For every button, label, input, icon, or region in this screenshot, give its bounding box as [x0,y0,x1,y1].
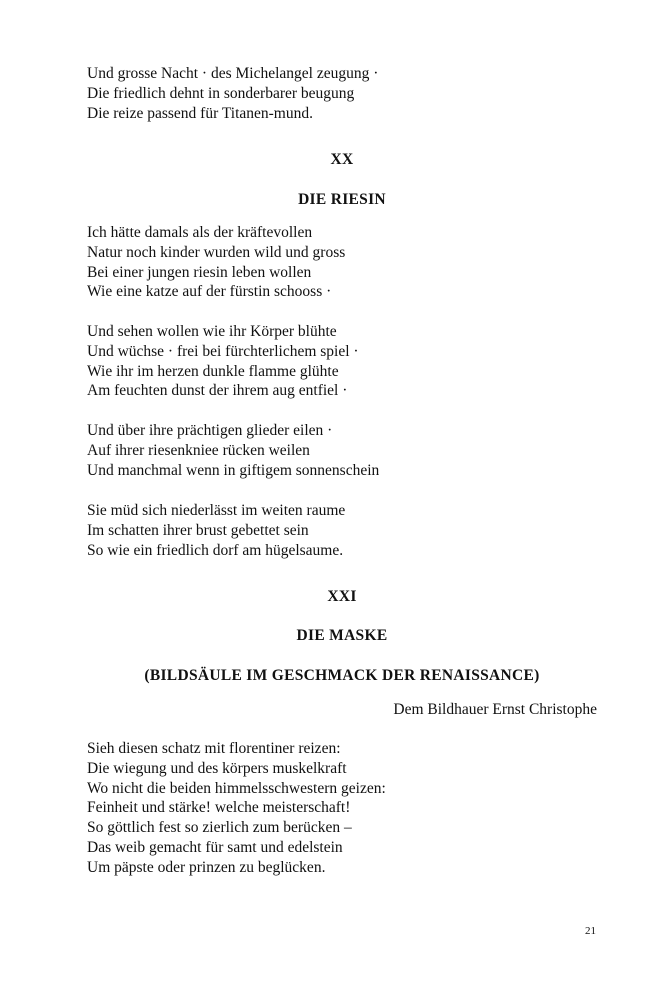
poem-xx-title: DIE RIESIN [298,191,386,208]
verse-line: Sieh diesen schatz mit florentiner reizen: [87,740,341,757]
poem-xx-stanza-1 [87,223,597,302]
verse-line: Das weib gemacht für samt und edelstein [87,838,343,856]
verse-line: Und manchmal wenn in giftigem sonnenschein [87,461,380,479]
poem-xx-stanza-4 [87,501,597,560]
verse-line: Sie müd sich niederlässt im weiten raume [87,502,346,519]
verse-line: Und über ihre prächtigen glieder eilen · [87,422,333,439]
verse-line: Ich hätte damals als der kräftevollen [87,224,313,241]
verse-line: Am feuchten dunst der ihrem aug entfiel · [87,382,348,400]
verse-line: So göttlich fest so zierlich zum berücken – [87,819,352,837]
verse-line: Und sehen wollen wie ihr Körper blühte [87,323,337,340]
verse-line: Die reize passend für Titanen-mund. [87,104,313,122]
poem-xxi-stanza-1 [87,739,597,878]
verse-line: Wo nicht die beiden himmelsschwestern geizen: [87,779,386,797]
poem-xx-stanza-3 [87,421,597,480]
poem-xx-stanza-2 [87,322,597,401]
verse-line: Und grosse Nacht · des Michelangel zeugung · [87,65,379,82]
poem-xx-number: XX [330,151,354,168]
verse-line: Bei einer jungen riesin leben wollen [87,263,312,281]
poem-xxi-subtitle: (BILDSÄULE IM GESCHMACK DER RENAISSANCE) [144,667,540,684]
verse-line: Im schatten ihrer brust gebettet sein [87,521,309,539]
verse-line: Die wiegung und des körpers muskelkraft [87,759,347,777]
poem-xxi-title: DIE MASKE [296,627,388,644]
poem-xxi-dedication: Dem Bildhauer Ernst Christophe [393,701,597,718]
page-number: 21 [585,925,596,937]
verse-line: Um päpste oder prinzen zu beglücken. [87,858,326,876]
opening-stanza [87,64,597,123]
verse-line: Und wüchse · frei bei fürchterlichem spiel · [87,342,359,360]
verse-line: Natur noch kinder wurden wild und gross [87,243,346,261]
verse-line: Feinheit und stärke! welche meisterschaft! [87,799,351,817]
poem-xxi-number: XXI [327,588,357,605]
verse-line: Wie eine katze auf der fürstin schooss · [87,283,332,301]
verse-line: Wie ihr im herzen dunkle flamme glühte [87,362,339,380]
verse-line: So wie ein friedlich dorf am hügelsaume. [87,541,344,559]
verse-line: Die friedlich dehnt in sonderbarer beugung [87,84,355,102]
verse-line: Auf ihrer riesenkniee rücken weilen [87,441,310,459]
